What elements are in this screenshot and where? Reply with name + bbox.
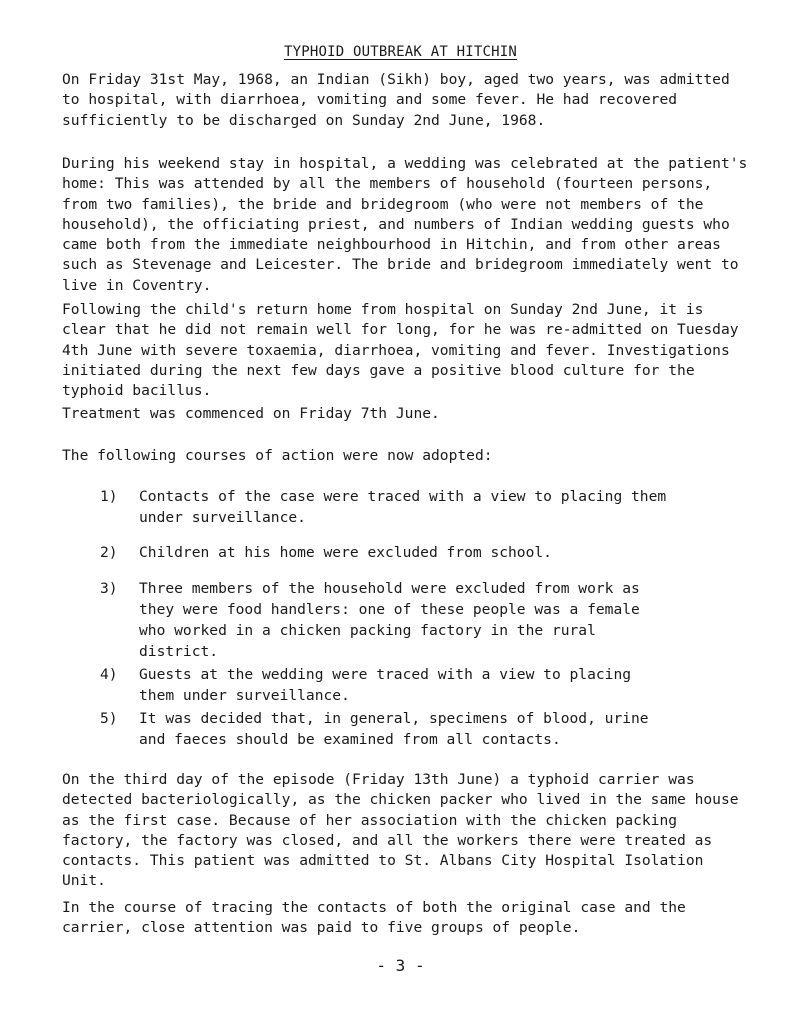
list-text: Contacts of the case were traced with a view to placing them under surveillance. xyxy=(139,488,667,526)
paragraph-contact-groups: In the course of tracing the contacts of both the original case and the carrier, close attention was paid to five groups of people. xyxy=(62,899,686,937)
paragraph-admission: On Friday 31st May, 1968, an Indian (Sikh) boy, aged two years, was admitted to hospital, with diarrhoea, vomiting and some fever. He had recovered sufficiently to be discharged on Sunday 2nd June, 1968. xyxy=(62,71,730,129)
list-text: Three members of the household were excluded from work as they were food handlers: one of these people was a female who worked in a chicken packing factory in the rural district. xyxy=(139,580,640,660)
list-text: It was decided that, in general, specimens of blood, urine and faeces should be examined from all contacts. xyxy=(139,710,649,748)
paragraph-wedding: During his weekend stay in hospital, a wedding was celebrated at the patient's home: This was attended by all the members of household (fourteen persons, from two families), the bride and bridegroom (who were not members of the household), the officiating priest, and numbers of Indian wedding guests who came both from the immediate neighbourhood in Hitchin, and from other areas such as Stevenage and Leicester. The bride and bridegroom immediately went to live in Coventry. xyxy=(62,155,748,294)
page-number: - 3 - xyxy=(376,956,425,975)
list-text: Children at his home were excluded from school. xyxy=(139,544,552,561)
list-number: 2) xyxy=(100,544,118,561)
paragraph-treatment: Treatment was commenced on Friday 7th June. xyxy=(62,405,440,422)
paragraph-carrier: On the third day of the episode (Friday 13th June) a typhoid carrier was detected bacteriologically, as the chicken packer who lived in the same house as the first case. Because of her association with the chicken packing factory, the factory was closed, and all the workers there were treated as contacts. This patient was admitted to St. Albans City Hospital Isolation Unit. xyxy=(62,771,739,890)
paragraph-readmission: Following the child's return home from hospital on Sunday 2nd June, it is clear that he did not remain well for long, for he was re-admitted on Tuesday 4th June with severe toxaemia, diarrhoea, vomiting and fever. Investigations initiated during the next few days gave a positive blood culture for the typhoid bacillus. xyxy=(62,301,739,400)
list-number: 5) xyxy=(100,710,118,727)
paragraph-courses-intro: The following courses of action were now adopted: xyxy=(62,447,493,464)
list-text: Guests at the wedding were traced with a view to placing them under surveillance. xyxy=(139,666,632,704)
list-number: 3) xyxy=(100,580,118,597)
list-number: 4) xyxy=(100,666,118,683)
page-title: TYPHOID OUTBREAK AT HITCHIN xyxy=(284,44,517,60)
list-number: 1) xyxy=(100,488,118,505)
